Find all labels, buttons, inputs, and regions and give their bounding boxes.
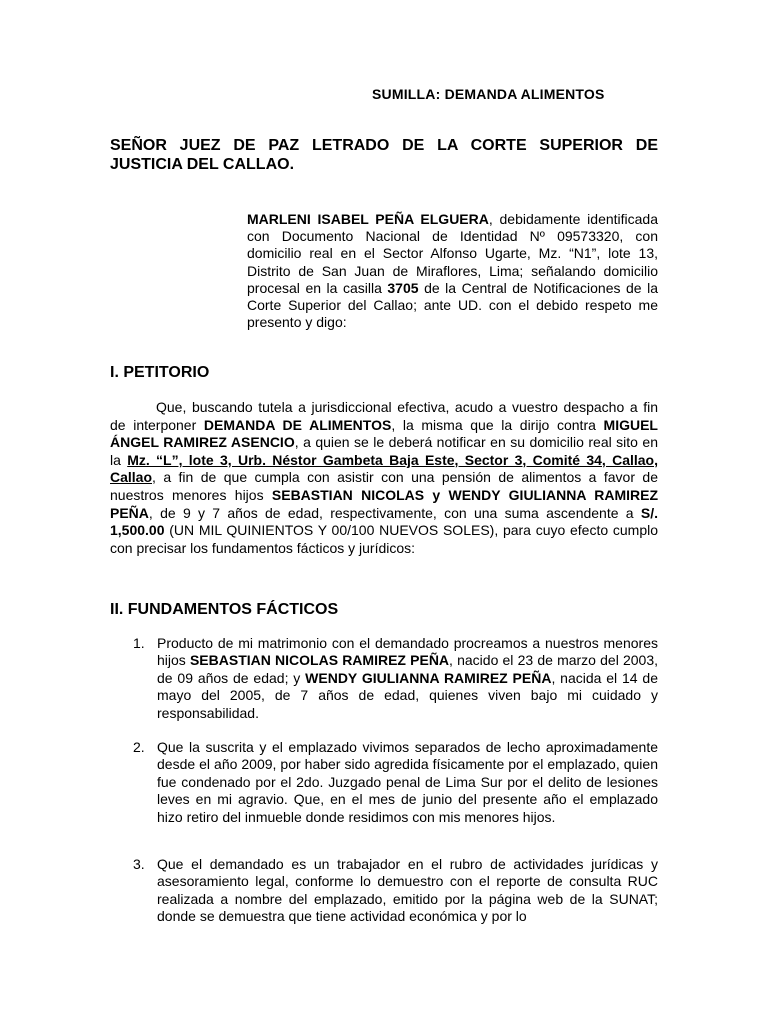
addressee-heading: SEÑOR JUEZ DE PAZ LETRADO DE LA CORTE SUPERIOR DE JUSTICIA DEL CALLAO.	[110, 137, 658, 173]
petitorio-paragraph	[110, 399, 658, 557]
list-item-text: Que la suscrita y el emplazado vivimos separados de lecho aproximadamente desde el año 2009, por haber sido agredida físicamente por el emplazado, quien fue condenado por el 2do. Juzgado penal de Lima Sur por el delito de lesiones leves en mi agravio. Que, en el mes de junio del presente año el emplazado hizo retiro del inmueble donde residimos con mis menores hijos.	[157, 739, 658, 825]
petitorio-text-1: Que, buscando tutela a jurisdiccional efectiva, acudo a vuestro despacho a fin de interponer	[110, 399, 658, 433]
sumilla: SUMILLA: DEMANDA ALIMENTOS	[372, 86, 605, 102]
item1-text-1: Producto de mi matrimonio con el demandado procreamos a nuestros menores hijos	[157, 635, 658, 669]
list-item-text	[157, 635, 658, 722]
list-item	[110, 635, 658, 722]
petitorio-demand-type: DEMANDA DE ALIMENTOS	[203, 416, 392, 433]
petitorio-text-2: , la misma que la dirijo contra	[391, 416, 604, 433]
section-title-fundamentos: II. FUNDAMENTOS FÁCTICOS	[110, 601, 339, 618]
section-title-petitorio: I. PETITORIO	[110, 364, 210, 381]
petitorio-text-5: , de 9 y 7 años de edad, respectivamente, con una suma ascendente a	[148, 504, 641, 521]
intro-text-1: , debidamente identificada con Documento Nacional de Identidad Nº 09573320, con domicilio real en el Sector Alfonso Ugarte, Mz. “N1”, lote 13, Distrito de San Juan de Miraflores, Lima; señalando domicilio procesal en la casilla	[247, 211, 658, 296]
petitorio-text-6: (UN MIL QUINIENTOS Y 00/100 NUEVOS SOLES), para cuyo efecto cumplo con precisar los fundamentos fácticos y jurídicos:	[110, 522, 658, 556]
item1-child-1: SEBASTIAN NICOLAS RAMIREZ PEÑA	[189, 652, 450, 669]
intro-paragraph	[247, 211, 658, 331]
intro-text-2: de la Central de Notificaciones de la Corte Superior del Callao; ante UD. con el debido respeto me presento y digo:	[247, 279, 658, 331]
defendant-address: Mz. “L”, lote 3, Urb. Néstor Gambeta Baja Este, Sector 3, Comité 34, Callao, Callao	[110, 451, 658, 486]
list-item-number: 1.	[133, 635, 145, 651]
list-item	[110, 856, 658, 926]
plaintiff-name: MARLENI ISABEL PEÑA ELGUERA	[247, 211, 489, 227]
petitorio-text-4: , a fin de que cumpla con asistir con una pensión de alimentos a favor de nuestros menores hijos	[110, 469, 658, 503]
item1-text-3: , nacida el 14 de mayo del 2005, de 7 años de edad, quienes viven bajo mi cuidado y responsabilidad.	[157, 669, 658, 721]
list-item-number: 2.	[133, 739, 145, 755]
list-item-text: Que el demandado es un trabajador en el rubro de actividades jurídicas y asesoramiento legal, conforme lo demuestro con el reporte de consulta RUC realizada a nombre del emplazado, emitido por la página web de la SUNAT; donde se demuestra que tiene actividad económica y por lo	[157, 856, 658, 925]
casilla-number: 3705	[387, 279, 419, 296]
petitorio-text-3: , a quien se le deberá notificar en su domicilio real sito en la	[110, 434, 658, 468]
list-item-number: 3.	[133, 856, 145, 872]
amount: S/. 1,500.00	[110, 504, 658, 539]
defendant-name: MIGUEL ÁNGEL RAMIREZ ASENCIO	[110, 416, 658, 451]
item1-text-2: , nacido el 23 de marzo del 2003, de 09 años de edad; y	[157, 652, 659, 686]
list-item	[110, 739, 658, 826]
children-names: SEBASTIAN NICOLAS y WENDY GIULIANNA RAMIREZ PEÑA	[110, 486, 658, 521]
item1-child-2: WENDY GIULIANNA RAMIREZ PEÑA	[305, 669, 552, 686]
